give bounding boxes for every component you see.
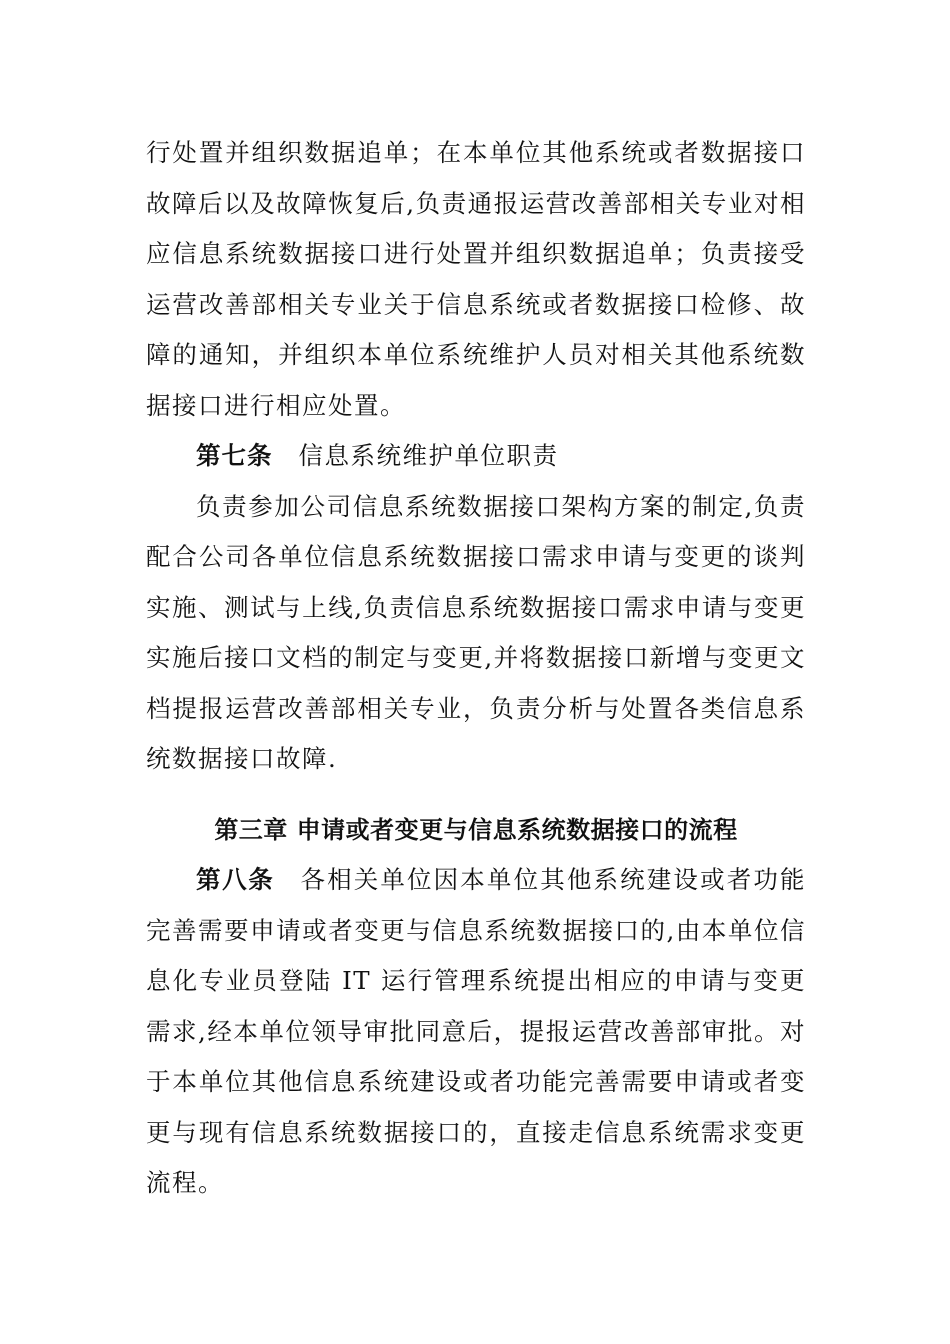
article-8-number: 第八条 [196, 865, 275, 894]
article-8-paragraph [146, 855, 806, 1209]
article-7-number: 第七条 [196, 441, 273, 470]
chapter-3-heading: 第三章 申请或者变更与信息系统数据接口的流程 [214, 815, 738, 844]
article-7-body: 负责参加公司信息系统数据接口架构方案的制定,负责配合公司各单位信息系统数据接口需求申请与变更的谈判实施、测试与上线,负责信息系统数据接口需求申请与变更实施后接口文档的制定与变更,并将数据接口新增与变更文档提报运营改善部相关专业，负责分析与处置各类信息系统数据接口故障. [146, 491, 806, 773]
document-page [146, 128, 806, 1209]
paragraph-continuation: 行处置并组织数据追单；在本单位其他系统或者数据接口故障后以及故障恢复后,负责通报运营改善部相关专业对相应信息系统数据接口进行处置并组织数据追单；负责接受运营改善部相关专业关于信息系统或者数据接口检修、故障的通知，并组织本单位系统维护人员对相关其他系统数据接口进行相应处置。 [146, 138, 806, 420]
article-8-body: 各相关单位因本单位其他系统建设或者功能完善需要申请或者变更与信息系统数据接口的,由本单位信息化专业员登陆 IT 运行管理系统提出相应的申请与变更需求,经本单位领导审批同意后，提报运营改善部审批。对于本单位其他信息系统建设或者功能完善需要申请或者变更与现有信息系统数据接口的，直接走信息系统需求变更流程。 [146, 865, 807, 1197]
article-7-title: 信息系统维护单位职责 [298, 441, 559, 470]
article-7-heading-line [146, 431, 806, 482]
